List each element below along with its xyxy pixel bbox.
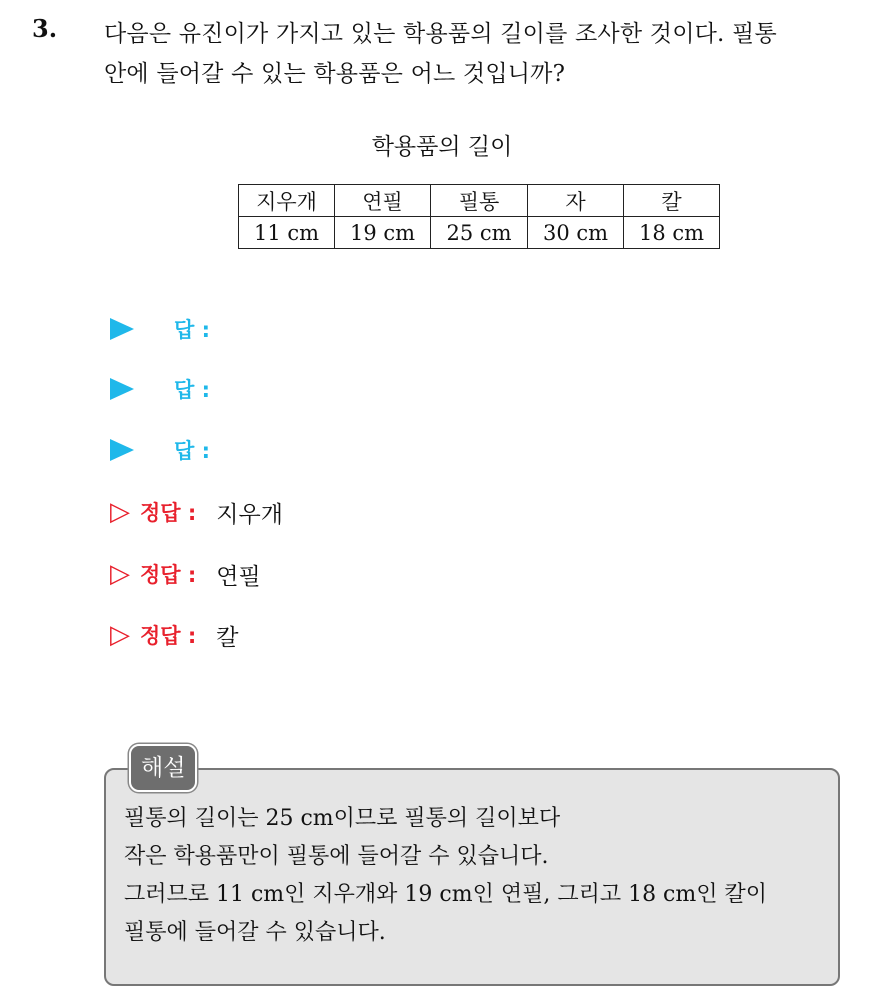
question-line-1: 다음은 유진이가 가지고 있는 학용품의 길이를 조사한 것이다. 필통	[104, 21, 777, 47]
correct-answer-value: 연필	[216, 563, 261, 590]
table-header-row	[239, 185, 720, 217]
table-value-cell: 30 cm	[528, 217, 624, 249]
table-value-cell: 19 cm	[335, 217, 431, 249]
answer-label: 답 :	[174, 378, 210, 402]
table-title: 학용품의 길이	[371, 134, 513, 160]
length-table	[238, 184, 720, 249]
outline-triangle-icon: ▷	[110, 497, 130, 527]
table-value-row	[239, 217, 720, 249]
explanation-tab: 해설	[129, 744, 197, 792]
explanation-text	[124, 800, 834, 952]
explanation-line: 필통에 들어갈 수 있습니다.	[124, 920, 386, 945]
table-value-cell: 11 cm	[239, 217, 335, 249]
answer-label: 답 :	[174, 318, 210, 342]
correct-answer-value: 칼	[216, 624, 239, 651]
outline-triangle-icon: ▷	[110, 620, 130, 650]
answer-blank-3[interactable]	[110, 430, 210, 470]
correct-answer-2	[110, 554, 261, 594]
table-header-cell: 자	[528, 185, 624, 217]
table-header-cell: 필통	[431, 185, 528, 217]
table-header-cell: 칼	[624, 185, 720, 217]
play-triangle-icon	[110, 318, 134, 340]
answer-blank-2[interactable]	[110, 369, 210, 409]
correct-answer-1	[110, 492, 283, 532]
explanation-line: 필통의 길이는 25 cm이므로 필통의 길이보다	[124, 806, 561, 831]
play-triangle-icon	[110, 439, 134, 461]
question-number: 3.	[32, 14, 58, 43]
correct-answer-label: 정답 :	[140, 501, 197, 525]
correct-answer-3	[110, 615, 239, 655]
correct-answer-label: 정답 :	[140, 563, 197, 587]
table-header-cell: 지우개	[239, 185, 335, 217]
table-value-cell: 18 cm	[624, 217, 720, 249]
explanation-line: 작은 학용품만이 필통에 들어갈 수 있습니다.	[124, 844, 549, 869]
question-text	[104, 14, 874, 94]
answer-label: 답 :	[174, 439, 210, 463]
table-header-cell: 연필	[335, 185, 431, 217]
explanation-line: 그러므로 11 cm인 지우개와 19 cm인 연필, 그리고 18 cm인 칼이	[124, 882, 767, 907]
correct-answer-value: 지우개	[216, 501, 283, 528]
answer-blank-1[interactable]	[110, 309, 210, 349]
correct-answer-label: 정답 :	[140, 624, 197, 648]
outline-triangle-icon: ▷	[110, 559, 130, 589]
question-line-2: 안에 들어갈 수 있는 학용품은 어느 것입니까?	[104, 61, 566, 87]
play-triangle-icon	[110, 378, 134, 400]
table-value-cell: 25 cm	[431, 217, 528, 249]
